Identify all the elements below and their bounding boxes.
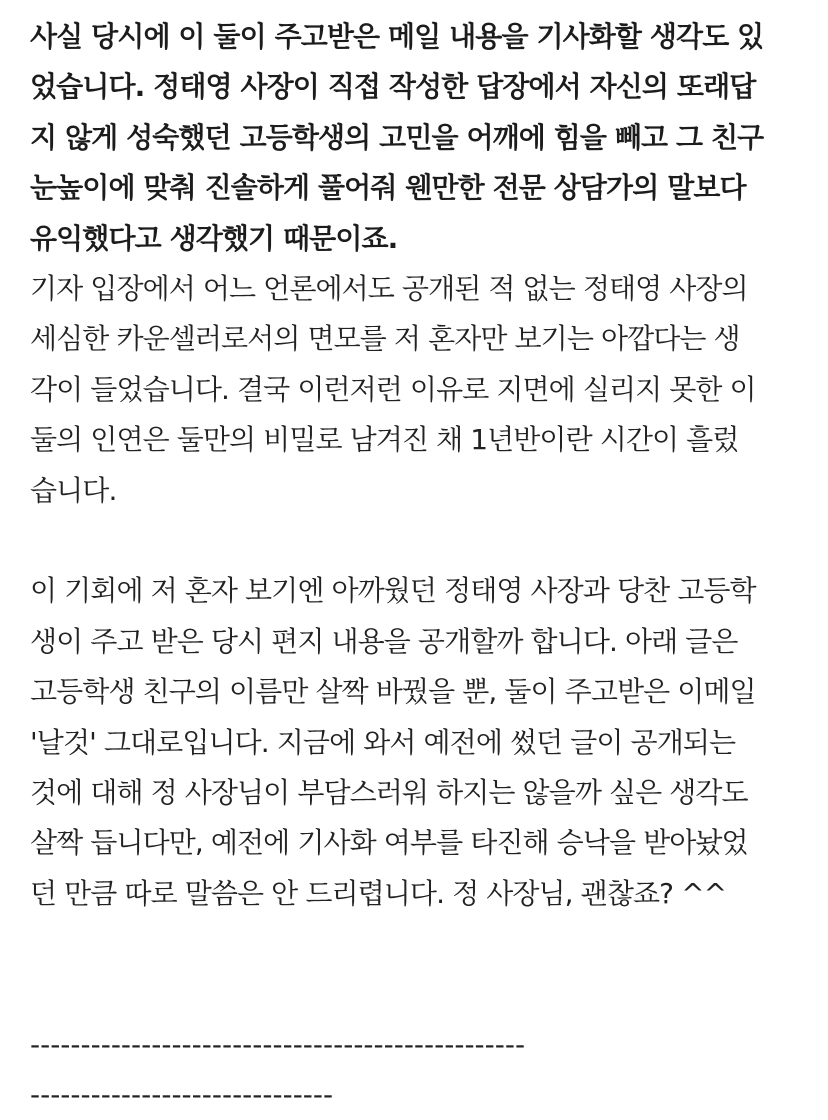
paragraph-spacer — [30, 970, 802, 1020]
paragraph-spacer — [30, 919, 802, 969]
paragraph-disclosure: 이 기회에 저 혼자 보기엔 아까웠던 정태영 사장과 당찬 고등학 생이 주고 받은 당시 편지 내용을 공개할까 합니다. 아래 글은 고등학생 친구의 이름만 살짝 바꿨을 뿐, 둘이 주고받은 이메일 '날것' 그대로입니다. 지금에 와서 예전에 썼던 글이 공개되는 것에 대해 정 사장님이 부담스러워 하지는 않을까 싶은 생각도 살짝 듭니다만, 예전에 기사화 여부를 타진해 승낙을 받아놨었 던 만큼 따로 말씀은 안 드리렵니다. 정 사장님, 괜찮죠? ^^ — [30, 574, 756, 910]
section-divider: ------------------------------------------------- ------------------------------ — [30, 1028, 526, 1112]
lead-paragraph: 사실 당시에 이 둘이 주고받은 메일 내용을 기사화할 생각도 있 었습니다. 정태영 사장이 직접 작성한 답장에서 자신의 또래답 지 않게 성숙했던 고등학생의 고민을 어깨에 힘을 빼고 그 친구 눈높이에 맞춰 진솔하게 풀어줘 웬만한 전문 상담가의 말보다 유익했다고 생각했기 때문이죠. — [30, 20, 764, 255]
paragraph-reporter-view: 기자 입장에서 어느 언론에서도 공개된 적 없는 정태영 사장의 세심한 카운셀러로서의 면모를 저 혼자만 보기는 아깝다는 생 각이 들었습니다. 결국 이런저런 이유로 지면에 실리지 못한 이 둘의 인연은 둘만의 비밀로 남겨진 채 1년반이란 시간이 흘렀 습니다. — [30, 272, 756, 507]
paragraph-spacer — [30, 516, 802, 566]
article-body — [30, 12, 802, 1120]
